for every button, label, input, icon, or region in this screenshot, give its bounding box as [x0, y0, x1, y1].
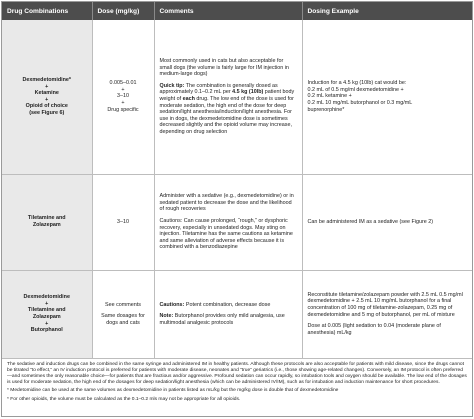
drug-line: +: [45, 83, 49, 90]
drug-line: +: [45, 96, 49, 103]
drug-combinations-table: [2, 2, 472, 359]
comments-cell: [154, 270, 302, 358]
drug-line: Butorphanol: [30, 327, 63, 334]
drug-line: Tiletamine and: [27, 307, 66, 314]
example-text: Can be administered IM as a sedative (see Figure 2): [307, 218, 434, 225]
dose-line: 0.005–0.01: [109, 80, 137, 87]
dose-cell: [92, 174, 154, 270]
footnote-opioids: * For other opioids, the volume must be calculated as the 0.1–0.2 mls may not be appropriate for all opioids.: [7, 396, 241, 402]
drug-line: (see Figure 6): [29, 109, 65, 116]
dose-line: +: [121, 86, 125, 93]
quick-tip-text: The combination is generally dosed as approximately 0.1–0.2 mL per: [159, 82, 278, 96]
table-row: [2, 270, 472, 358]
drug-line: Dexmedetomidine: [23, 294, 70, 301]
quick-tip-label: Quick tip:: [159, 82, 185, 89]
dose-line: 3–10: [117, 93, 129, 100]
drug-line: Zolazepam: [32, 222, 61, 228]
header-comments: Comments: [154, 2, 302, 20]
header-dose: Dose (mg/kg): [92, 2, 154, 20]
note-text: [160, 313, 297, 326]
drug-cell: [2, 270, 92, 358]
example-line: 0.2 mL 10 mg/mL butorphanol or 0.3 mg/mL: [307, 100, 413, 107]
quick-tip-each: each: [182, 95, 195, 102]
drug-line: Dexmedetomidine*: [22, 76, 72, 83]
example-line: buprenorphine*: [307, 106, 345, 113]
quick-tip-text: drug. The low end of the dose is used for moderate sedation, the high end of the dose for deep sedation/light anesthesia/induction/light anesthesia. For use in dogs, the dexmedetomidine dose is sometimes decreased slightly and the opioid volume may increase, depending on drug selection: [159, 95, 294, 135]
note-body: Butorphanol provides only mild analgesia, use multimodal analgesic protocols: [159, 313, 285, 326]
note-label: Note:: [159, 313, 174, 320]
drug-line: Ketamine: [34, 90, 59, 97]
comment-text: Administer with a sedative (e.g., dexmedetomidine) or in sedated patient to decrease the dose and the likelihood of rough recoveries: [159, 193, 294, 213]
footnote-medetomidine: * Medetomidine can be used at the same volumes as dexmedetomidine in patients listed as mL/kg but the mg/kg dose is double that of dexmedetomidine: [7, 388, 339, 394]
cautions-text: [160, 302, 297, 309]
dose-text: See comments: [105, 301, 141, 308]
drug-line: Opioid of choice: [25, 103, 68, 110]
example-line: 0.2 mL of 0.5 mg/ml dexmedetomidine +: [307, 86, 404, 93]
comment-text: Most commonly used in cats but also acceptable for small dogs (the volume is fairly large for IM injection in medium-large dogs): [159, 57, 289, 78]
drug-line: Tiletamine and: [27, 215, 66, 222]
table-row: [2, 20, 472, 174]
header-row: [2, 2, 472, 20]
dose-line: Drug specific: [107, 106, 139, 113]
dosing-example-cell: [302, 20, 472, 174]
example-text: Reconstitute tiletamine/zolazepam powder with 2.5 mL 0.5 mg/ml dexmedetomidine + 2.5 mL 10 mg/mL butorphanol for a final concentration of 100 mg of tiletamine-zolazepam, 0.25 mg of dexmedetomidine and 5 mg of butorphanol, per mL of mixture: [307, 291, 463, 318]
drug-line: +: [45, 320, 49, 327]
drug-line: +: [45, 300, 49, 307]
comments-cell: [154, 20, 302, 174]
drug-line: Zolazepam: [32, 314, 61, 320]
dosing-example-cell: [302, 270, 472, 358]
table-row: [2, 174, 472, 270]
drug-cell: [2, 174, 92, 270]
cautions-body: Potent combination, decrease dose: [184, 301, 271, 308]
quick-tip: [160, 83, 297, 136]
footnote-main: The sedative and induction drugs can be combined in the same syringe and administered IM in healthy patients. Although these protocols are also acceptable for patients with mild disease, since the drugs cannot be titrated “to effect,” an IV induction protocol is preferred for patients with moderate disease, neonates and “true” geriatrics (i.e., those showing age-related changes). Conversely, an IM protocol is often preferred—and sometimes the only reasonable choice—for patients that are fractious and/or aggressive. Profound sedation can occur rapidly, so intubation tools and oxygen should be available. The low end of the dosages is used for moderate sedation, the high end of the dosages for deep sedation/light anesthesia (which can be administered IV/IM), such as for intubation and induction maintenance for short procedures.: [7, 361, 467, 386]
dose-line: 3–10: [117, 218, 129, 225]
example-line: 0.2 mL ketamine +: [307, 93, 352, 100]
drug-cell: [2, 20, 92, 174]
quick-tip-text: patient body weight of: [159, 89, 295, 102]
dose-cell: [92, 20, 154, 174]
quick-tip-weight: 4.5 kg (10lb): [232, 89, 264, 96]
dose-line: +: [121, 100, 125, 107]
header-dosing-example: Dosing Example: [302, 2, 472, 20]
header-drug-combinations: Drug Combinations: [2, 2, 92, 20]
example-text: Dose at 0.005 (light sedation to 0.04 (moderate plane of anesthesia) mL/kg: [307, 323, 441, 336]
cautions-label: Cautions:: [159, 301, 185, 308]
dosing-example-cell: [302, 174, 472, 270]
dose-text: Same dosages for dogs and cats: [101, 313, 145, 326]
example-line: Induction for a 4.5 kg (10lb) cat would be:: [307, 80, 407, 87]
drug-table-figure: [1, 1, 473, 417]
comments-cell: [154, 174, 302, 270]
cautions-text: Cautions: Can cause prolonged, “rough,” or dysphoric recovery, especially in unsedated dogs. May sting on injection. Tiletamine has the same cautions as ketamine and same alleviation of adverse effects because it is combined with a benzodiazepine: [159, 217, 293, 251]
dose-cell: [92, 270, 154, 358]
footnotes: [2, 359, 472, 408]
